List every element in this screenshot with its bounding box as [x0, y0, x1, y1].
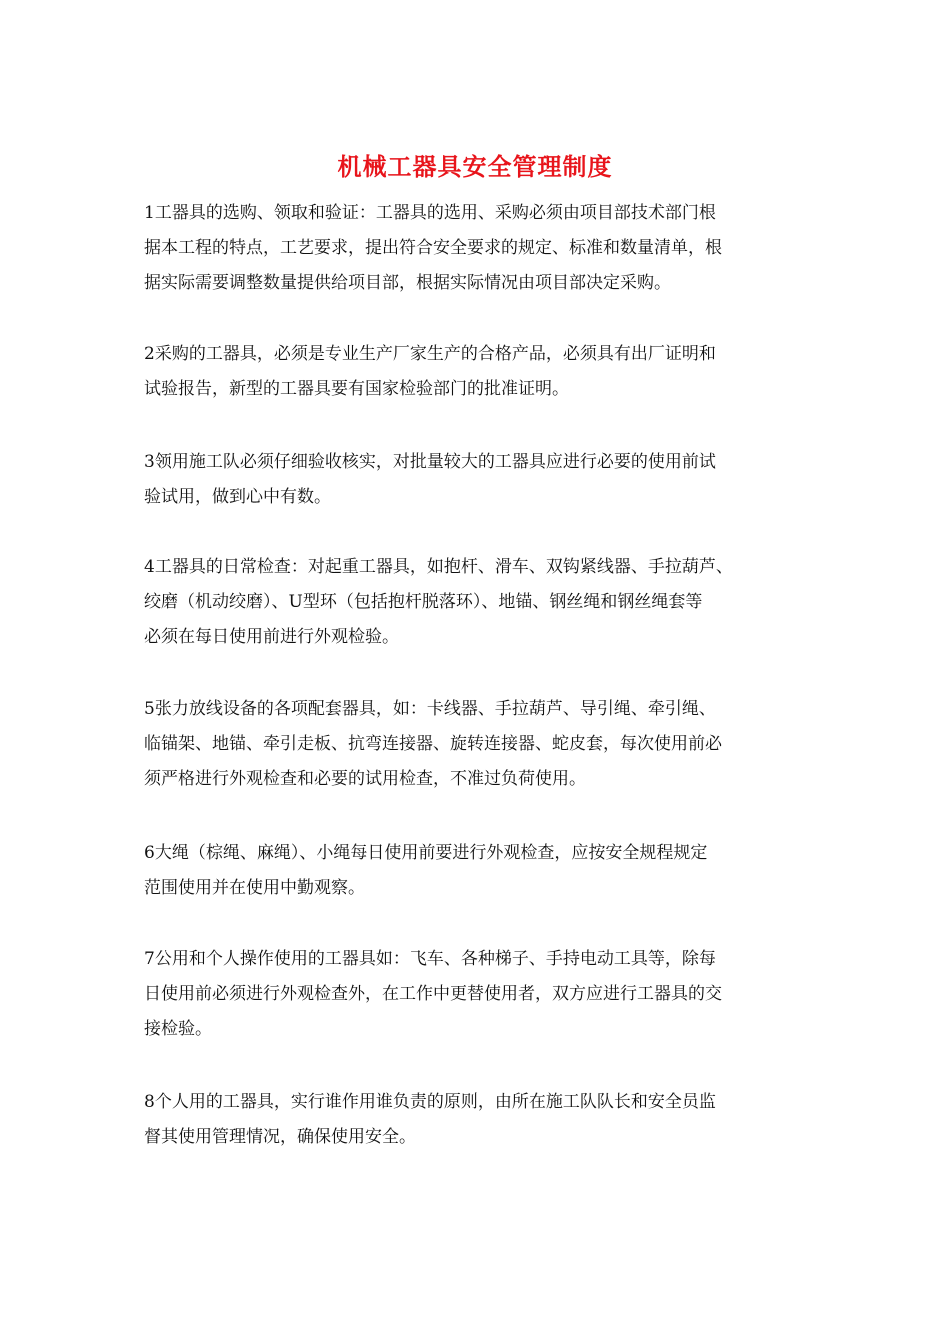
- paragraph-line: 督其使用管理情况，确保使用安全。: [144, 1127, 416, 1147]
- paragraph-line: 据实际需要调整数量提供给项目部，根据实际情况由项目部决定采购。: [144, 273, 671, 293]
- paragraph-line: 范围使用并在使用中勤观察。: [144, 878, 365, 898]
- paragraph-8: [144, 1085, 824, 1155]
- paragraph-line: 据本工程的特点，工艺要求，提出符合安全要求的规定、标准和数量清单，根: [144, 238, 722, 258]
- paragraph-5: [144, 692, 824, 797]
- paragraph-line: 临锚架、地锚、牵引走板、抗弯连接器、旋转连接器、蛇皮套，每次使用前必: [144, 734, 722, 754]
- paragraph-1: [144, 196, 824, 301]
- paragraph-line: 接检验。: [144, 1019, 212, 1039]
- paragraph-line: 试验报告，新型的工器具要有国家检验部门的批准证明。: [144, 379, 569, 399]
- paragraph-line: 4工器具的日常检查：对起重工器具，如抱杆、滑车、双钩紧线器、手拉葫芦、: [144, 557, 733, 577]
- document-title: 机械工器具安全管理制度: [337, 152, 613, 181]
- paragraph-2: [144, 337, 824, 407]
- paragraph-line: 5张力放线设备的各项配套器具，如：卡线器、手拉葫芦、导引绳、牵引绳、: [144, 699, 716, 719]
- paragraph-line: 6大绳（棕绳、麻绳）、小绳每日使用前要进行外观检查，应按安全规程规定: [144, 843, 708, 863]
- paragraph-line: 绞磨（机动绞磨）、U型环（包括抱杆脱落环）、地锚、钢丝绳和钢丝绳套等: [144, 592, 703, 612]
- paragraph-line: 2采购的工器具，必须是专业生产厂家生产的合格产品，必须具有出厂证明和: [144, 344, 716, 364]
- paragraph-line: 须严格进行外观检查和必要的试用检查，不准过负荷使用。: [144, 769, 586, 789]
- paragraph-7: [144, 942, 824, 1047]
- paragraph-line: 日使用前必须进行外观检查外，在工作中更替使用者，双方应进行工器具的交: [144, 984, 722, 1004]
- paragraph-line: 1工器具的选购、领取和验证：工器具的选用、采购必须由项目部技术部门根: [144, 203, 716, 223]
- paragraph-line: 8个人用的工器具，实行谁作用谁负责的原则，由所在施工队队长和安全员监: [144, 1092, 716, 1112]
- paragraph-line: 验试用，做到心中有数。: [144, 487, 331, 507]
- paragraph-line: 7公用和个人操作使用的工器具如：飞车、各种梯子、手持电动工具等，除每: [144, 949, 716, 969]
- paragraph-3: [144, 445, 824, 515]
- paragraph-6: [144, 836, 824, 906]
- paragraph-4: [144, 550, 824, 655]
- paragraph-line: 必须在每日使用前进行外观检验。: [144, 627, 399, 647]
- paragraph-line: 3领用施工队必须仔细验收核实，对批量较大的工器具应进行必要的使用前试: [144, 452, 716, 472]
